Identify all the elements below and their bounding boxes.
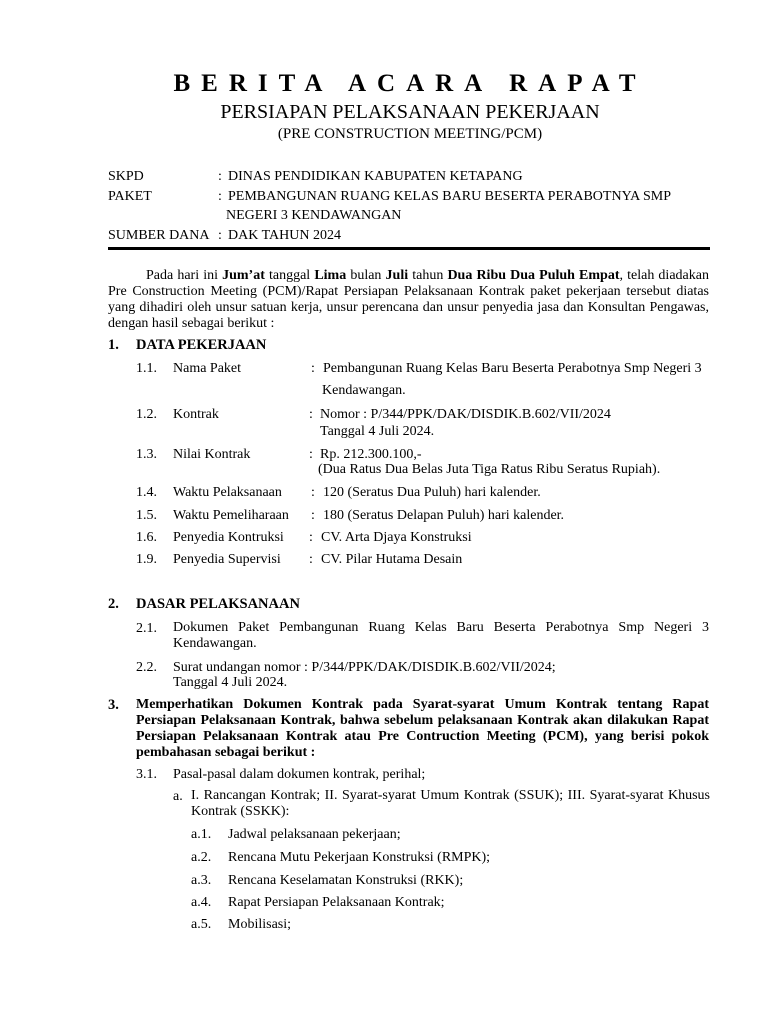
item-1-5-number: 1.5. (136, 508, 157, 523)
item-1-6-colon: : (309, 530, 313, 545)
item-1-5-label: Waktu Pemeliharaan (173, 508, 289, 523)
intro-paragraph: Pada hari ini Jum’at tanggal Lima bulan Juli tahun Dua Ribu Dua Puluh Empat, telah diadakan Pre Construction Meeting (PCM)/Rapat Persiapan Pelaksanaan Kontrak paket pekerjaan tersebut diatas yang dihadiri oleh unsur satuan kerja, unsur perencana dan unsur penyedia jasa dan Konsultan Pengawas, dengan hasil sebagai berikut : (108, 268, 709, 331)
item-2-2-text: Surat undangan nomor : P/344/PPK/DAK/DISDIK.B.602/VII/2024; (173, 660, 556, 675)
item-1-5-colon: : (311, 508, 315, 523)
item-1-1-value: Pembangunan Ruang Kelas Baru Beserta Perabotnya Smp Negeri 3 (323, 361, 702, 376)
item-a4-text: Rapat Persiapan Pelaksanaan Kontrak; (228, 895, 445, 910)
item-1-2-colon: : (309, 407, 313, 422)
document-title: BERITA ACARA RAPAT (173, 70, 647, 97)
item-1-1-number: 1.1. (136, 361, 157, 376)
paket-label: PAKET (108, 189, 152, 204)
sumber-dana-value: DAK TAHUN 2024 (228, 228, 341, 243)
item-1-4-colon: : (311, 485, 315, 500)
item-a5-number: a.5. (191, 917, 212, 932)
item-a2-number: a.2. (191, 850, 212, 865)
item-2-2-number: 2.2. (136, 660, 157, 675)
item-2-1-number: 2.1. (136, 621, 157, 636)
section-2-number: 2. (108, 596, 119, 612)
document-subtitle-2: (PRE CONSTRUCTION MEETING/PCM) (277, 126, 543, 142)
item-1-9-number: 1.9. (136, 552, 157, 567)
item-1-2-value: Nomor : P/344/PPK/DAK/DISDIK.B.602/VII/2024 (320, 407, 611, 422)
section-2-title: DASAR PELAKSANAAN (136, 596, 300, 612)
item-a-letter: a. (173, 789, 183, 804)
item-1-4-number: 1.4. (136, 485, 157, 500)
item-2-2-text-line2: Tanggal 4 Juli 2024. (173, 675, 288, 690)
item-1-6-value: CV. Arta Djaya Konstruksi (321, 530, 472, 545)
skpd-label: SKPD (108, 169, 144, 184)
item-2-1-text: Dokumen Paket Pembangunan Ruang Kelas Baru Beserta Perabotnya Smp Negeri 3 Kendawangan. (173, 620, 709, 651)
section-1-title: DATA PEKERJAAN (136, 337, 267, 353)
sumber-dana-label: SUMBER DANA (108, 228, 210, 243)
item-a2-text: Rencana Mutu Pekerjaan Konstruksi (RMPK); (228, 850, 491, 865)
item-1-2-number: 1.2. (136, 407, 157, 422)
item-1-4-value: 120 (Seratus Dua Puluh) hari kalender. (323, 485, 541, 500)
document-subtitle: PERSIAPAN PELAKSANAAN PEKERJAAN (220, 101, 600, 123)
section-1-number: 1. (108, 337, 119, 353)
sumber-dana-colon: : (218, 228, 222, 243)
item-a1-number: a.1. (191, 827, 212, 842)
item-1-6-number: 1.6. (136, 530, 157, 545)
item-1-5-value: 180 (Seratus Delapan Puluh) hari kalender. (323, 508, 565, 523)
header-divider (108, 247, 710, 250)
item-3-1-text: Pasal-pasal dalam dokumen kontrak, perihal; (173, 767, 426, 782)
item-1-1-label: Nama Paket (173, 361, 242, 376)
item-a5-text: Mobilisasi; (228, 917, 292, 932)
item-1-3-label: Nilai Kontrak (173, 447, 251, 462)
item-1-3-value: Rp. 212.300.100,- (320, 447, 422, 462)
item-1-2-label: Kontrak (173, 407, 219, 422)
section-3-text: Memperhatikan Dokumen Kontrak pada Syarat-syarat Umum Kontrak tentang Rapat Persiapan Pelaksanaan Kontrak, bahwa sebelum pelaksanaan Kontrak akan dilakukan Rapat Persiapan Pelaksanaan Kontrak atau Pre Contruction Meeting (PCM), yang berisi pokok pembahasan sebagai berikut : (136, 697, 709, 760)
item-1-1-value-line2: Kendawangan. (322, 383, 406, 398)
item-a1-text: Jadwal pelaksanaan pekerjaan; (228, 827, 401, 842)
item-a4-number: a.4. (191, 895, 212, 910)
item-1-3-colon: : (309, 447, 313, 462)
item-a3-number: a.3. (191, 873, 212, 888)
item-a3-text: Rencana Keselamatan Konstruksi (RKK); (228, 873, 464, 888)
item-3-1-number: 3.1. (136, 767, 157, 782)
item-1-3-value-line2: (Dua Ratus Dua Belas Juta Tiga Ratus Ribu Seratus Rupiah). (318, 462, 661, 477)
item-1-9-colon: : (309, 552, 313, 567)
item-a-text: I. Rancangan Kontrak; II. Syarat-syarat Umum Kontrak (SSUK); III. Syarat-syarat Khusus Kontrak (SSKK): (191, 788, 710, 819)
item-1-1-colon: : (311, 361, 315, 376)
paket-colon: : (218, 189, 222, 204)
section-3-number: 3. (108, 697, 119, 713)
paket-value-line2: NEGERI 3 KENDAWANGAN (226, 208, 402, 223)
item-1-9-value: CV. Pilar Hutama Desain (321, 552, 463, 567)
skpd-value: DINAS PENDIDIKAN KABUPATEN KETAPANG (228, 169, 523, 184)
item-1-2-value-line2: Tanggal 4 Juli 2024. (320, 424, 435, 439)
item-1-4-label: Waktu Pelaksanaan (173, 485, 282, 500)
paket-value-line1: PEMBANGUNAN RUANG KELAS BARU BESERTA PERABOTNYA SMP (228, 189, 671, 204)
item-1-3-number: 1.3. (136, 447, 157, 462)
skpd-colon: : (218, 169, 222, 184)
item-1-6-label: Penyedia Kontruksi (173, 530, 284, 545)
item-1-9-label: Penyedia Supervisi (173, 552, 281, 567)
